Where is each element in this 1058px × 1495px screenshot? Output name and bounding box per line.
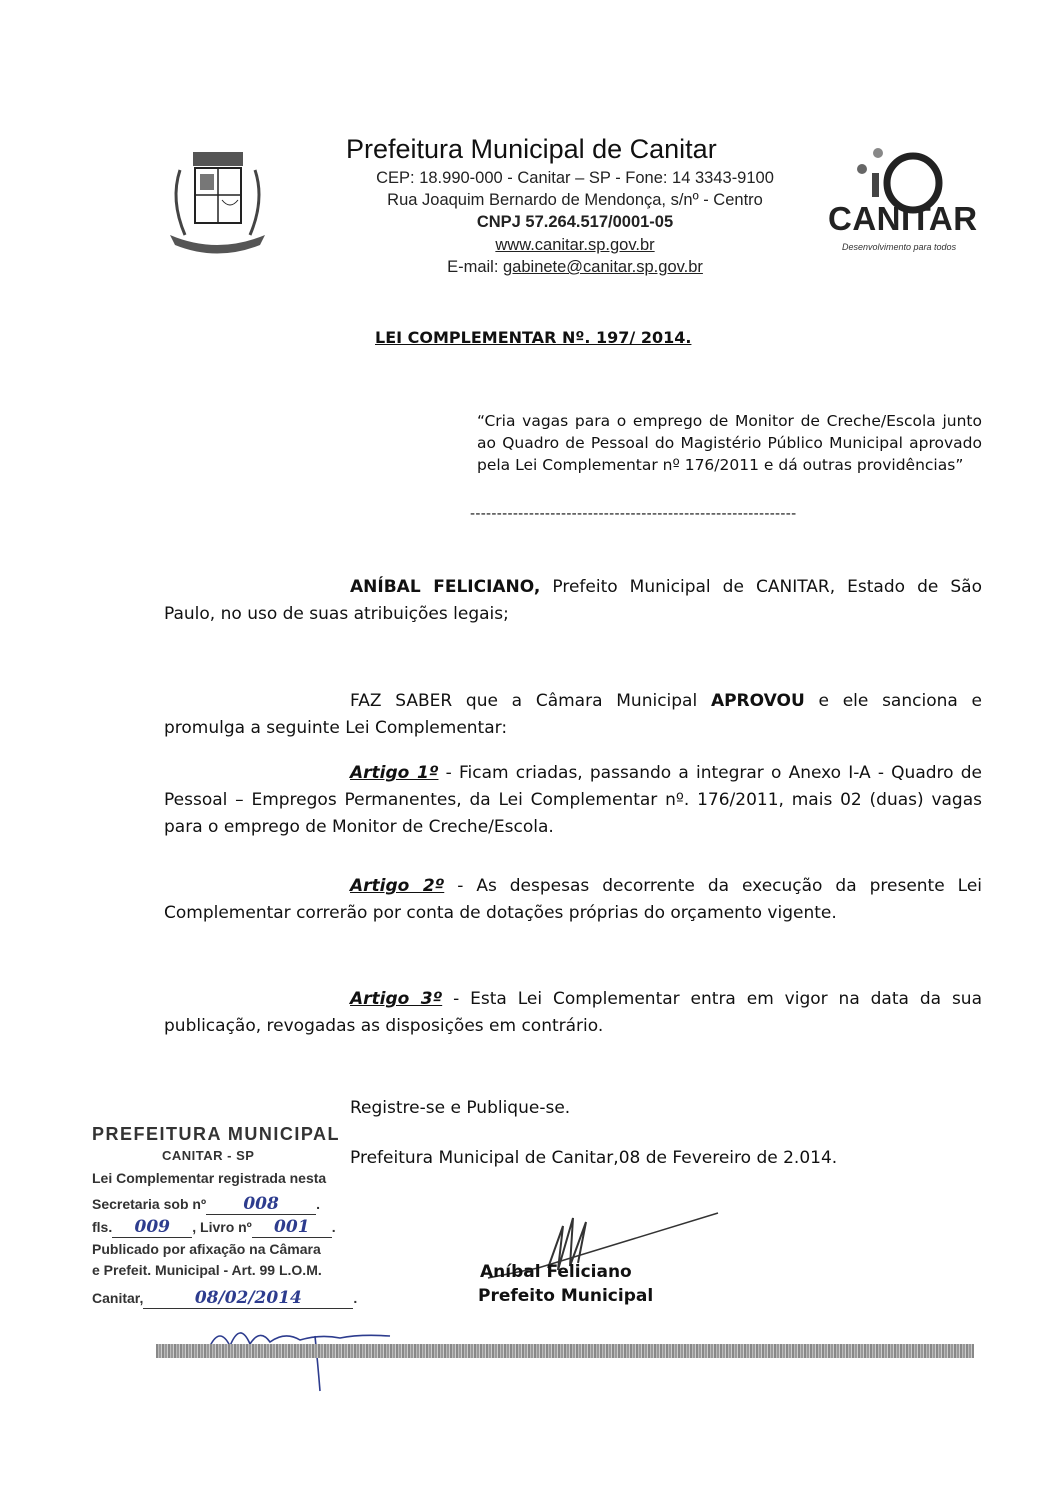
stamp-canitar-label: Canitar,: [92, 1290, 144, 1306]
header-email-link[interactable]: gabinete@canitar.sp.gov.br: [503, 258, 703, 276]
header-website-link[interactable]: www.canitar.sp.gov.br: [495, 236, 655, 254]
faz-saber-text-c: e ele sanciona e promulga a seguinte Lei Complementar:: [164, 691, 982, 738]
registre-line: Registre-se e Publique-se.: [350, 1098, 571, 1118]
footer-scan-bar: [156, 1344, 974, 1358]
faz-saber-paragraph: [164, 688, 982, 742]
stamp-line-3: fls. 009 , Livro nº 001 .: [92, 1217, 336, 1237]
faz-saber-text-a: FAZ SABER que a Câmara Municipal: [350, 691, 711, 711]
stamp-registry-label: Secretaria sob nº: [92, 1196, 207, 1212]
signatory-role: Prefeito Municipal: [478, 1286, 654, 1306]
header-address: Rua Joaquim Bernardo de Mendonça, s/nº - Centro: [387, 191, 763, 209]
signatory-name: Aníbal Feliciano: [480, 1262, 632, 1282]
law-title: LEI COMPLEMENTAR Nº. 197/ 2014.: [375, 328, 692, 347]
article-1-text: - Ficam criadas, passando a integrar o Anexo I-A - Quadro de Pessoal – Empregos Permanentes, da Lei Complementar nº. 176/2011, mais 02 (duas) vagas para o emprego de Monitor de Creche/Escola.: [164, 763, 982, 837]
ementa-divider: -------------------------------------------------------------: [470, 506, 797, 522]
article-2-label: Artigo 2º: [350, 876, 445, 896]
stamp-signature-scribble: [200, 1316, 400, 1400]
intro-paragraph: [164, 574, 982, 628]
mayor-name: ANÍBAL FELICIANO,: [350, 577, 541, 597]
header-cep-phone: CEP: 18.990-000 - Canitar – SP - Fone: 14 3343-9100: [376, 169, 774, 187]
header-cnpj: CNPJ 57.264.517/0001-05: [476, 213, 674, 231]
stamp-line-6: Canitar, 08/02/2014 .: [92, 1288, 358, 1308]
stamp-line-1: Lei Complementar registrada nesta: [92, 1170, 327, 1186]
header-email-label: E-mail:: [447, 258, 503, 276]
header-title: Prefeitura Municipal de Canitar: [346, 134, 717, 164]
aprovou-text: APROVOU: [710, 691, 805, 711]
header-website-wrap: [340, 236, 810, 255]
article-3-text: - Esta Lei Complementar entra em vigor na data da sua publicação, revogadas as disposições em contrário.: [164, 989, 982, 1036]
stamp-line-5: e Prefeit. Municipal - Art. 99 L.O.M.: [92, 1262, 322, 1278]
stamp-line-2: Secretaria sob nº 008 .: [92, 1194, 320, 1214]
stamp-subtitle: CANITAR - SP: [162, 1148, 255, 1163]
logo-wordmark: CANITAR: [828, 200, 978, 237]
article-3-label: Artigo 3º: [350, 989, 443, 1009]
stamp-title: PREFEITURA MUNICIPAL: [92, 1124, 340, 1144]
stamp-registry-number: 008: [243, 1194, 279, 1214]
article-2: [164, 873, 982, 927]
stamp-fls-label: fls.: [92, 1219, 113, 1235]
logo-tagline: Desenvolvimento para todos: [842, 242, 957, 252]
stamp-livro-number: 001: [274, 1217, 310, 1237]
article-3: [164, 986, 982, 1040]
intro-text: Prefeito Municipal de CANITAR, Estado de São Paulo, no uso de suas atribuições legais;: [164, 577, 982, 624]
article-1-label: Artigo 1º: [350, 763, 439, 783]
law-ementa: “Cria vagas para o emprego de Monitor de Creche/Escola junto ao Quadro de Pessoal do Magistério Público Municipal aprovado pela Lei Complementar nº 176/2011 e dá outras providências”: [477, 412, 982, 474]
header-email-line: [340, 258, 810, 277]
article-2-text: - As despesas decorrente da execução da presente Lei Complementar correrão por conta de dotações próprias do orçamento vigente.: [164, 876, 982, 923]
article-1: [164, 760, 982, 841]
municipal-crest-icon: [150, 140, 285, 260]
place-date-line: Prefeitura Municipal de Canitar,08 de Fevereiro de 2.014.: [350, 1148, 838, 1168]
stamp-date-handwritten: 08/02/2014: [194, 1288, 302, 1308]
stamp-line-4: Publicado por afixação na Câmara: [92, 1241, 321, 1257]
stamp-fls-number: 009: [134, 1217, 170, 1237]
stamp-livro-label: , Livro nº: [192, 1219, 252, 1235]
